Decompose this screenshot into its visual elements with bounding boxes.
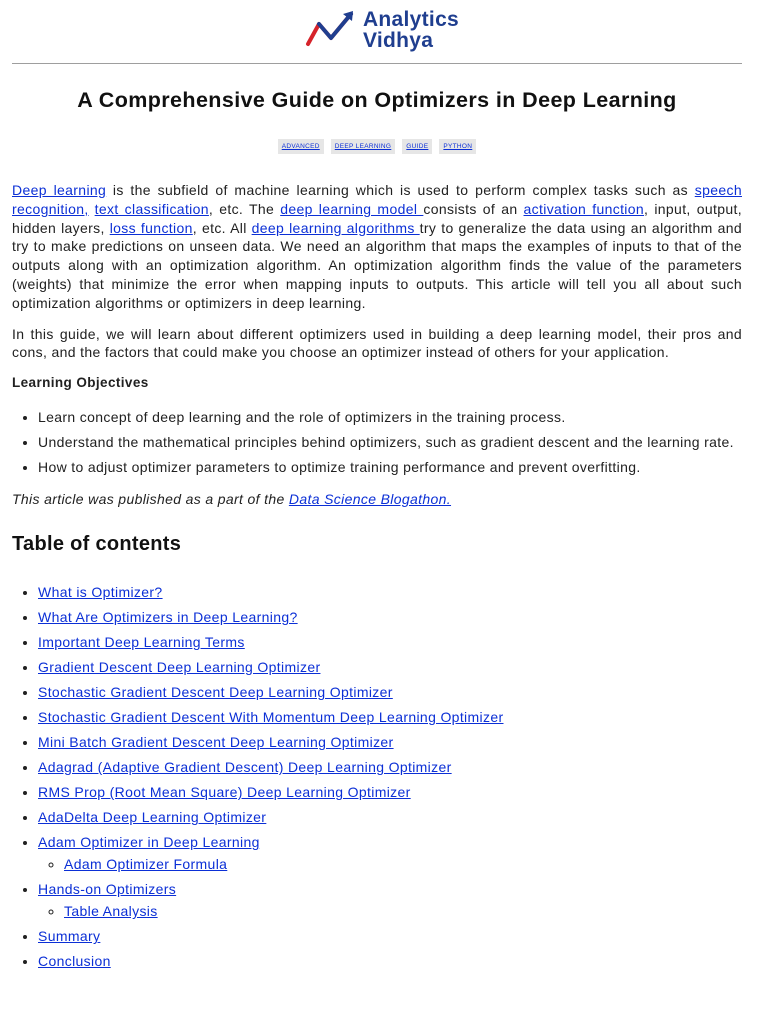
toc-item: [38, 733, 742, 752]
toc-link-adadelta[interactable]: AdaDelta Deep Learning Optimizer: [38, 809, 267, 826]
toc-sublist: [38, 902, 742, 921]
toc-link-gradient-descent[interactable]: Gradient Descent Deep Learning Optimizer: [38, 659, 321, 676]
objectives-list: [12, 408, 742, 477]
toc-link-adam[interactable]: Adam Optimizer in Deep Learning: [38, 834, 260, 851]
toc-item: [38, 833, 742, 874]
toc-link-adagrad[interactable]: Adagrad (Adaptive Gradient Descent) Deep Learning Optimizer: [38, 759, 452, 776]
blogathon-note: [12, 491, 742, 507]
toc-item: [38, 880, 742, 921]
link-text-classification[interactable]: text classification: [94, 200, 209, 217]
note-text: This article was published as a part of the: [12, 491, 289, 508]
analytics-vidhya-logo[interactable]: [305, 9, 459, 51]
logo-line-2: Vidhya: [362, 28, 434, 52]
intro-text-6: , etc. All: [192, 219, 252, 236]
toc-item: [38, 808, 742, 827]
link-deep-learning-model[interactable]: deep learning model: [280, 200, 424, 217]
toc-item: [38, 633, 742, 652]
logo-chart-icon: [305, 10, 357, 50]
toc-item: [38, 927, 742, 946]
link-data-science-blogathon[interactable]: Data Science Blogathon.: [288, 491, 452, 508]
toc-link-adam-formula[interactable]: Adam Optimizer Formula: [64, 856, 228, 873]
intro-text-1: is the subfield of machine learning which is used to perform complex tasks such as: [106, 182, 695, 198]
link-activation-function[interactable]: activation function: [523, 200, 645, 217]
intro-paragraph: [12, 181, 742, 313]
toc-link-conclusion[interactable]: Conclusion: [38, 953, 111, 970]
toc-subitem: [64, 902, 742, 921]
toc-link-summary[interactable]: Summary: [38, 928, 101, 945]
toc-link-rmsprop[interactable]: RMS Prop (Root Mean Square) Deep Learning Optimizer: [38, 784, 411, 801]
toc-link-important-terms[interactable]: Important Deep Learning Terms: [38, 634, 245, 651]
link-deep-learning-algorithms[interactable]: deep learning algorithms: [251, 219, 420, 236]
table-of-contents: [12, 583, 742, 971]
link-speech-recognition[interactable]: speech recognition,: [12, 182, 742, 217]
guide-paragraph: In this guide, we will learn about different optimizers used in building a deep learning model, their pros and cons, and the factors that could make you choose an optimizer instead of others for your application.: [12, 325, 742, 361]
toc-item: [38, 758, 742, 777]
intro-text-3: , etc. The: [208, 200, 281, 217]
tag-list: [12, 139, 742, 154]
toc-item: [38, 952, 742, 971]
tag-python[interactable]: PYTHON: [439, 139, 476, 154]
objective-item: • Learn concept of deep learning and the role of optimizers in the training process.: [38, 408, 742, 427]
toc-link-mini-batch[interactable]: Mini Batch Gradient Descent Deep Learning Optimizer: [38, 734, 394, 751]
intro-text-7: try to generalize the data using an algorithm and try to make predictions on unseen data. We need an algorithm that maps the examples of inputs to that of the outputs along with an optimization algorithm. An optimization algorithm finds the value of the parameters (weights) that minimize the error when mapping inputs to outputs. This article will tell you all about such optimization algorithms or optimizers in deep learning.: [12, 219, 742, 311]
link-deep-learning[interactable]: Deep learning: [12, 182, 107, 198]
toc-heading: Table of contents: [12, 533, 182, 556]
intro-text-4: consists of an: [423, 200, 524, 217]
toc-item: [38, 658, 742, 677]
toc-item: [38, 683, 742, 702]
site-header: [12, 0, 742, 64]
toc-link-sgd-momentum[interactable]: Stochastic Gradient Descent With Momentum Deep Learning Optimizer: [38, 709, 504, 726]
toc-item: [38, 583, 742, 602]
tag-deep-learning[interactable]: DEEP LEARNING: [331, 139, 396, 154]
link-loss-function[interactable]: loss function: [109, 219, 193, 236]
toc-link-table-analysis[interactable]: Table Analysis: [64, 903, 158, 920]
toc-item: [38, 608, 742, 627]
toc-link-sgd[interactable]: Stochastic Gradient Descent Deep Learning Optimizer: [38, 684, 393, 701]
logo-line-1: Analytics: [362, 7, 460, 31]
learning-objectives-heading: Learning Objectives: [12, 375, 149, 391]
toc-link-hands-on[interactable]: Hands-on Optimizers: [38, 881, 177, 898]
toc-link-what-is-optimizer[interactable]: What is Optimizer?: [38, 584, 163, 601]
toc-item: [38, 783, 742, 802]
toc-item: [38, 708, 742, 727]
intro-text-5: , input, output, hidden layers,: [12, 200, 742, 236]
tag-advanced[interactable]: ADVANCED: [278, 139, 324, 154]
toc-link-optimizers-in-deep-learning[interactable]: What Are Optimizers in Deep Learning?: [38, 609, 298, 626]
tag-guide[interactable]: GUIDE: [402, 139, 432, 154]
article-title: A Comprehensive Guide on Optimizers in Deep Learning: [77, 88, 677, 112]
objective-item: • Understand the mathematical principles behind optimizers, such as gradient descent and the learning rate.: [38, 433, 742, 452]
toc-subitem: [64, 855, 742, 874]
toc-sublist: [38, 855, 742, 874]
objective-item: • How to adjust optimizer parameters to optimize training performance and prevent overfitting.: [38, 458, 742, 477]
